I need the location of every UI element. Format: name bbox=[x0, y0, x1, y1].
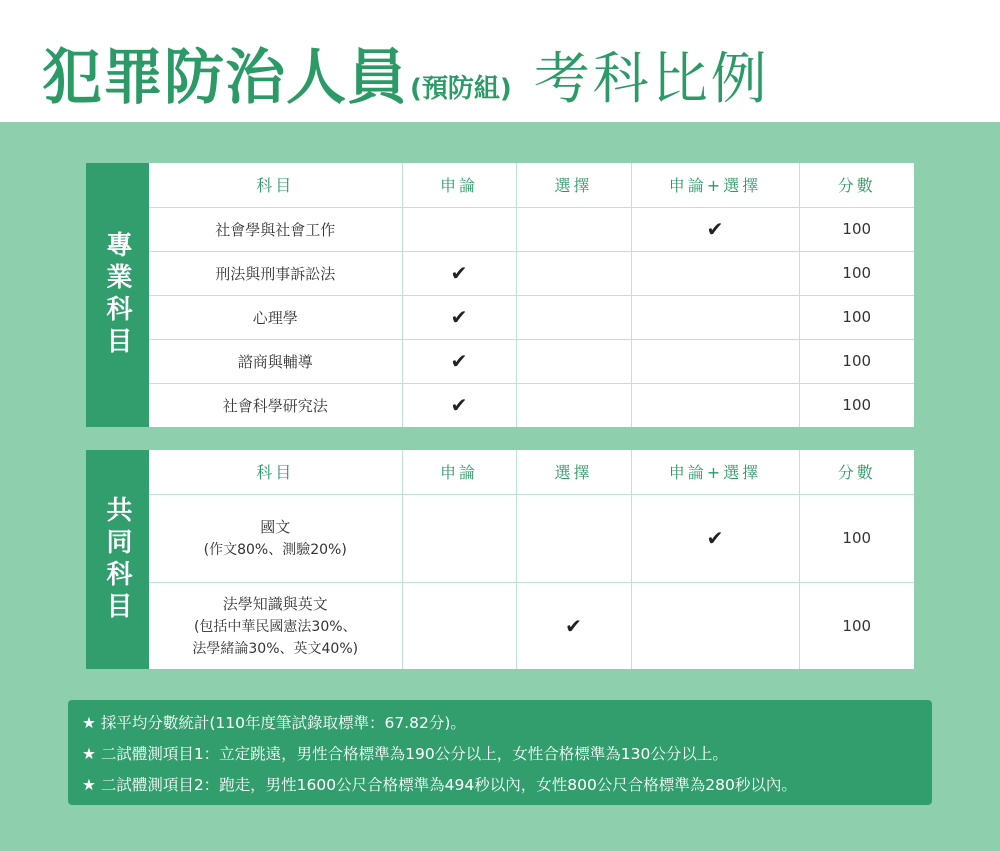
essay-cell bbox=[402, 494, 516, 582]
section-label-text: 共同科目 bbox=[102, 495, 132, 624]
column-header: 選擇 bbox=[516, 163, 631, 207]
mixed-cell bbox=[631, 339, 799, 383]
mixed-cell bbox=[631, 383, 799, 427]
subject-cell: 社會科學研究法 bbox=[149, 383, 402, 427]
notes-panel bbox=[68, 700, 932, 805]
table-row bbox=[149, 207, 914, 251]
mixed-cell: ✔ bbox=[631, 207, 799, 251]
subject-name: 法學知識與英文 bbox=[222, 594, 328, 613]
title-tail: 考科比例 bbox=[533, 47, 770, 112]
section-label bbox=[86, 450, 149, 669]
column-header: 分數 bbox=[799, 163, 914, 207]
subject-note: (作文80%、測驗20%) bbox=[203, 542, 347, 558]
column-header: 申論 bbox=[402, 163, 516, 207]
choice-cell bbox=[516, 251, 631, 295]
score-cell: 100 bbox=[799, 207, 914, 251]
note-line: ★ 二試體測項目1：立定跳遠，男性合格標準為190公分以上，女性合格標準為130公分以上。 bbox=[82, 745, 728, 763]
essay-cell bbox=[402, 582, 516, 669]
essay-cell bbox=[402, 207, 516, 251]
choice-cell bbox=[516, 383, 631, 427]
column-header: 申論+選擇 bbox=[631, 450, 799, 494]
table-row bbox=[149, 339, 914, 383]
common-subjects-table bbox=[149, 450, 914, 669]
professional-subjects-table bbox=[149, 163, 914, 427]
column-header: 選擇 bbox=[516, 450, 631, 494]
subject-cell: 諮商與輔導 bbox=[149, 339, 402, 383]
title-sub: (預防組) bbox=[410, 74, 512, 104]
choice-cell bbox=[516, 207, 631, 251]
subject-cell bbox=[149, 494, 402, 582]
subject-note: 法學緒論30%、英文40%) bbox=[192, 640, 359, 657]
choice-cell bbox=[516, 339, 631, 383]
essay-cell: ✔ bbox=[402, 251, 516, 295]
choice-cell bbox=[516, 295, 631, 339]
table-row bbox=[149, 295, 914, 339]
subject-name: 國文 bbox=[260, 518, 291, 536]
column-header: 科目 bbox=[149, 450, 402, 494]
common-subjects-section bbox=[86, 450, 914, 669]
section-label-text: 專業科目 bbox=[102, 231, 132, 359]
note-line: ★ 二試體測項目2：跑走，男性1600公尺合格標準為494秒以內，女性800公尺合格標準為280秒以內。 bbox=[82, 776, 797, 794]
essay-cell: ✔ bbox=[402, 339, 516, 383]
title-main: 犯罪防治人員 bbox=[42, 43, 408, 113]
score-cell: 100 bbox=[799, 251, 914, 295]
subject-cell: 刑法與刑事訴訟法 bbox=[149, 251, 402, 295]
subject-note: (包括中華民國憲法30%、 bbox=[193, 618, 357, 635]
mixed-cell bbox=[631, 582, 799, 669]
choice-cell: ✔ bbox=[516, 582, 631, 669]
score-cell: 100 bbox=[799, 295, 914, 339]
essay-cell: ✔ bbox=[402, 383, 516, 427]
subject-cell bbox=[149, 582, 402, 669]
table-header-row bbox=[149, 450, 914, 494]
header bbox=[0, 0, 1000, 122]
score-cell: 100 bbox=[799, 339, 914, 383]
score-cell: 100 bbox=[799, 383, 914, 427]
professional-subjects-section bbox=[86, 163, 914, 427]
choice-cell bbox=[516, 494, 631, 582]
table-header-row bbox=[149, 163, 914, 207]
score-cell: 100 bbox=[799, 494, 914, 582]
score-cell: 100 bbox=[799, 582, 914, 669]
subject-cell: 社會學與社會工作 bbox=[149, 207, 402, 251]
column-header: 分數 bbox=[799, 450, 914, 494]
column-header: 科目 bbox=[149, 163, 402, 207]
table-row bbox=[149, 383, 914, 427]
mixed-cell: ✔ bbox=[631, 494, 799, 582]
table-row bbox=[149, 251, 914, 295]
page-title bbox=[42, 28, 770, 113]
essay-cell: ✔ bbox=[402, 295, 516, 339]
subject-cell: 心理學 bbox=[149, 295, 402, 339]
column-header: 申論+選擇 bbox=[631, 163, 799, 207]
section-label bbox=[86, 163, 149, 427]
mixed-cell bbox=[631, 251, 799, 295]
mixed-cell bbox=[631, 295, 799, 339]
note-line: ★ 採平均分數統計(110年度筆試錄取標準：67.82分)。 bbox=[82, 714, 466, 732]
column-header: 申論 bbox=[402, 450, 516, 494]
table-row bbox=[149, 582, 914, 669]
table-row bbox=[149, 494, 914, 582]
